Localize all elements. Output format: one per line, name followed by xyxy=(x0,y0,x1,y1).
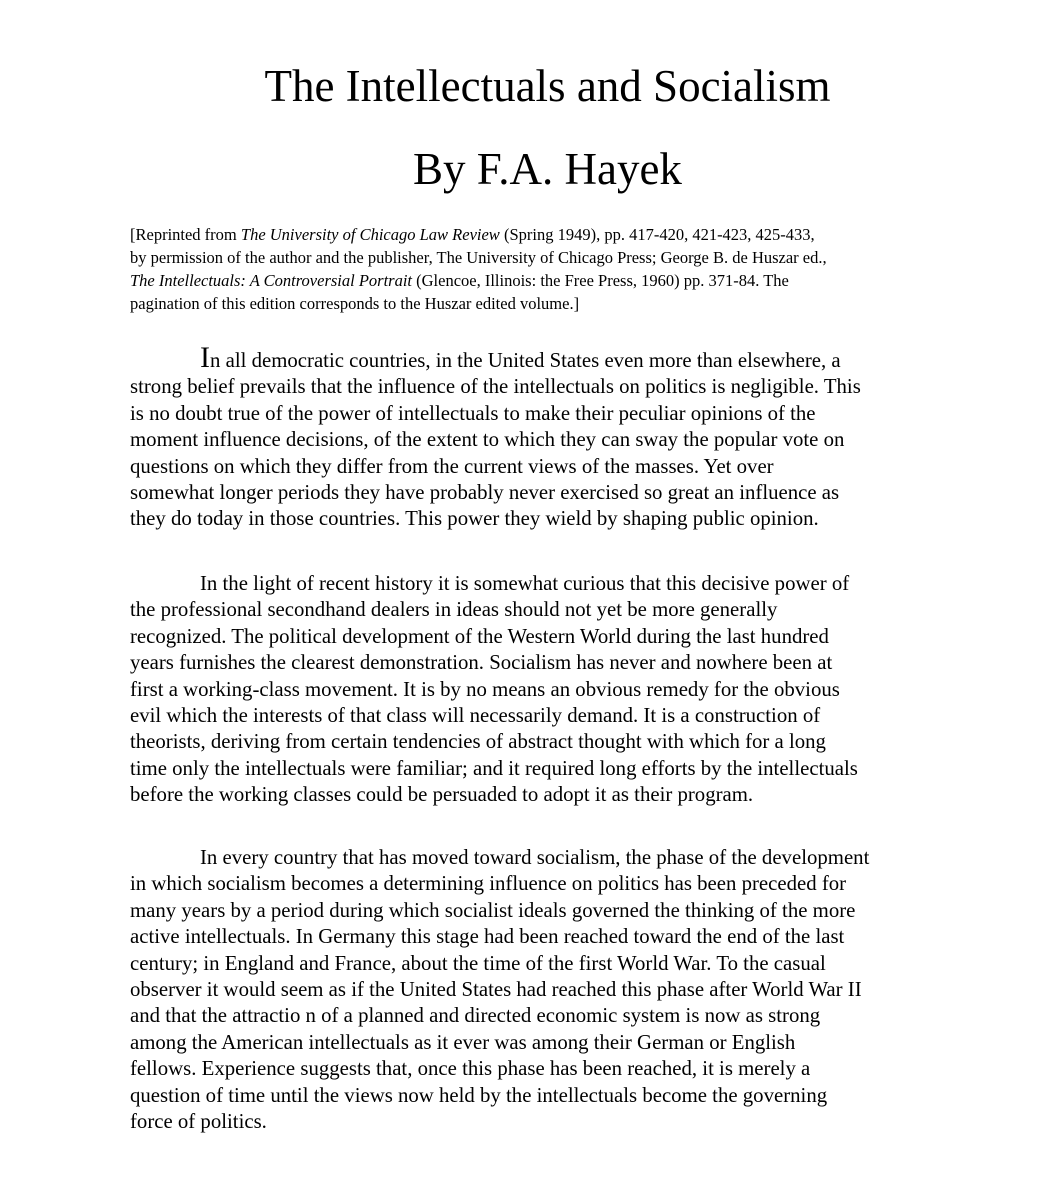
paragraph-2 xyxy=(130,571,970,809)
source-note-line: pagination of this edition corresponds to the Huszar edited volume.] xyxy=(130,294,580,313)
paragraph-line: the professional secondhand dealers in ideas should not yet be more generally xyxy=(130,598,778,622)
paragraph-line: observer it would seem as if the United States had reached this phase after World War II xyxy=(130,978,862,1002)
paragraph-3 xyxy=(130,845,970,1135)
paragraph-line: question of time until the views now held by the intellectuals become the governing xyxy=(130,1083,828,1107)
paragraph-line: time only the intellectuals were familiar; and it required long efforts by the intellectuals xyxy=(130,756,858,780)
paragraph-line: and that the attractio n of a planned and directed economic system is now as strong xyxy=(130,1004,821,1028)
journal-title: The University of Chicago Law Review xyxy=(240,225,500,244)
paragraph-line: recognized. The political development of the Western World during the last hundred xyxy=(130,624,829,648)
source-note-line: by permission of the author and the publisher, The University of Chicago Press; George B. de Huszar ed., xyxy=(130,248,827,267)
paragraph-line: among the American intellectuals as it ever was among their German or English xyxy=(130,1030,796,1054)
paragraph-line: before the working classes could be persuaded to adopt it as their program. xyxy=(130,783,754,807)
paragraph-line: In the light of recent history it is somewhat curious that this decisive power of xyxy=(200,572,850,595)
paragraph-line: force of politics. xyxy=(130,1110,267,1134)
paragraph-line: century; in England and France, about the time of the first World War. To the casual xyxy=(130,951,826,975)
book-title: The Intellectuals: A Controversial Portrait xyxy=(130,271,413,290)
paragraph-line: strong belief prevails that the influence of the intellectuals on politics is negligible. This xyxy=(130,375,861,399)
paragraph-line: moment influence decisions, of the extent to which they can sway the popular vote on xyxy=(130,428,845,452)
paragraph-line: evil which the interests of that class will necessarily demand. It is a construction of xyxy=(130,704,821,728)
paragraph-line: somewhat longer periods they have probably never exercised so great an influence as xyxy=(130,481,840,505)
paragraph-line: In every country that has moved toward socialism, the phase of the development xyxy=(200,846,870,869)
paragraph-line: theorists, deriving from certain tendencies of abstract thought with which for a long xyxy=(130,730,826,754)
paragraph-line: is no doubt true of the power of intellectuals to make their peculiar opinions of the xyxy=(130,401,816,425)
paragraph-line: many years by a period during which socialist ideals governed the thinking of the more xyxy=(130,898,856,922)
source-note-line: The Intellectuals: A Controversial Portrait (Glencoe, Illinois: the Free Press, 1960) pp. 371-84. The xyxy=(130,271,789,290)
paragraph-line: active intellectuals. In Germany this stage had been reached toward the end of the last xyxy=(130,925,845,949)
paragraph-line: In all democratic countries, in the United States even more than elsewhere, a xyxy=(200,341,841,374)
paragraph-line: first a working-class movement. It is by no means an obvious remedy for the obvious xyxy=(130,677,840,701)
paragraph-1 xyxy=(130,343,970,533)
source-note-line: [Reprinted from The University of Chicago Law Review (Spring 1949), pp. 417-420, 421-423, 425-433, xyxy=(130,225,815,244)
document-title: The Intellectuals and Socialism xyxy=(264,61,831,111)
paragraph-line: years furnishes the clearest demonstration. Socialism has never and nowhere been at xyxy=(130,651,833,675)
paragraph-line: in which socialism becomes a determining influence on politics has been preceded for xyxy=(130,872,847,896)
paragraph-line: questions on which they differ from the current views of the masses. Yet over xyxy=(130,454,774,478)
source-note xyxy=(130,223,960,315)
author-line: By F.A. Hayek xyxy=(413,144,682,194)
drop-cap: I xyxy=(200,341,210,374)
paragraph-line: they do today in those countries. This power they wield by shaping public opinion. xyxy=(130,507,819,531)
paragraph-line: fellows. Experience suggests that, once this phase has been reached, it is merely a xyxy=(130,1057,811,1081)
